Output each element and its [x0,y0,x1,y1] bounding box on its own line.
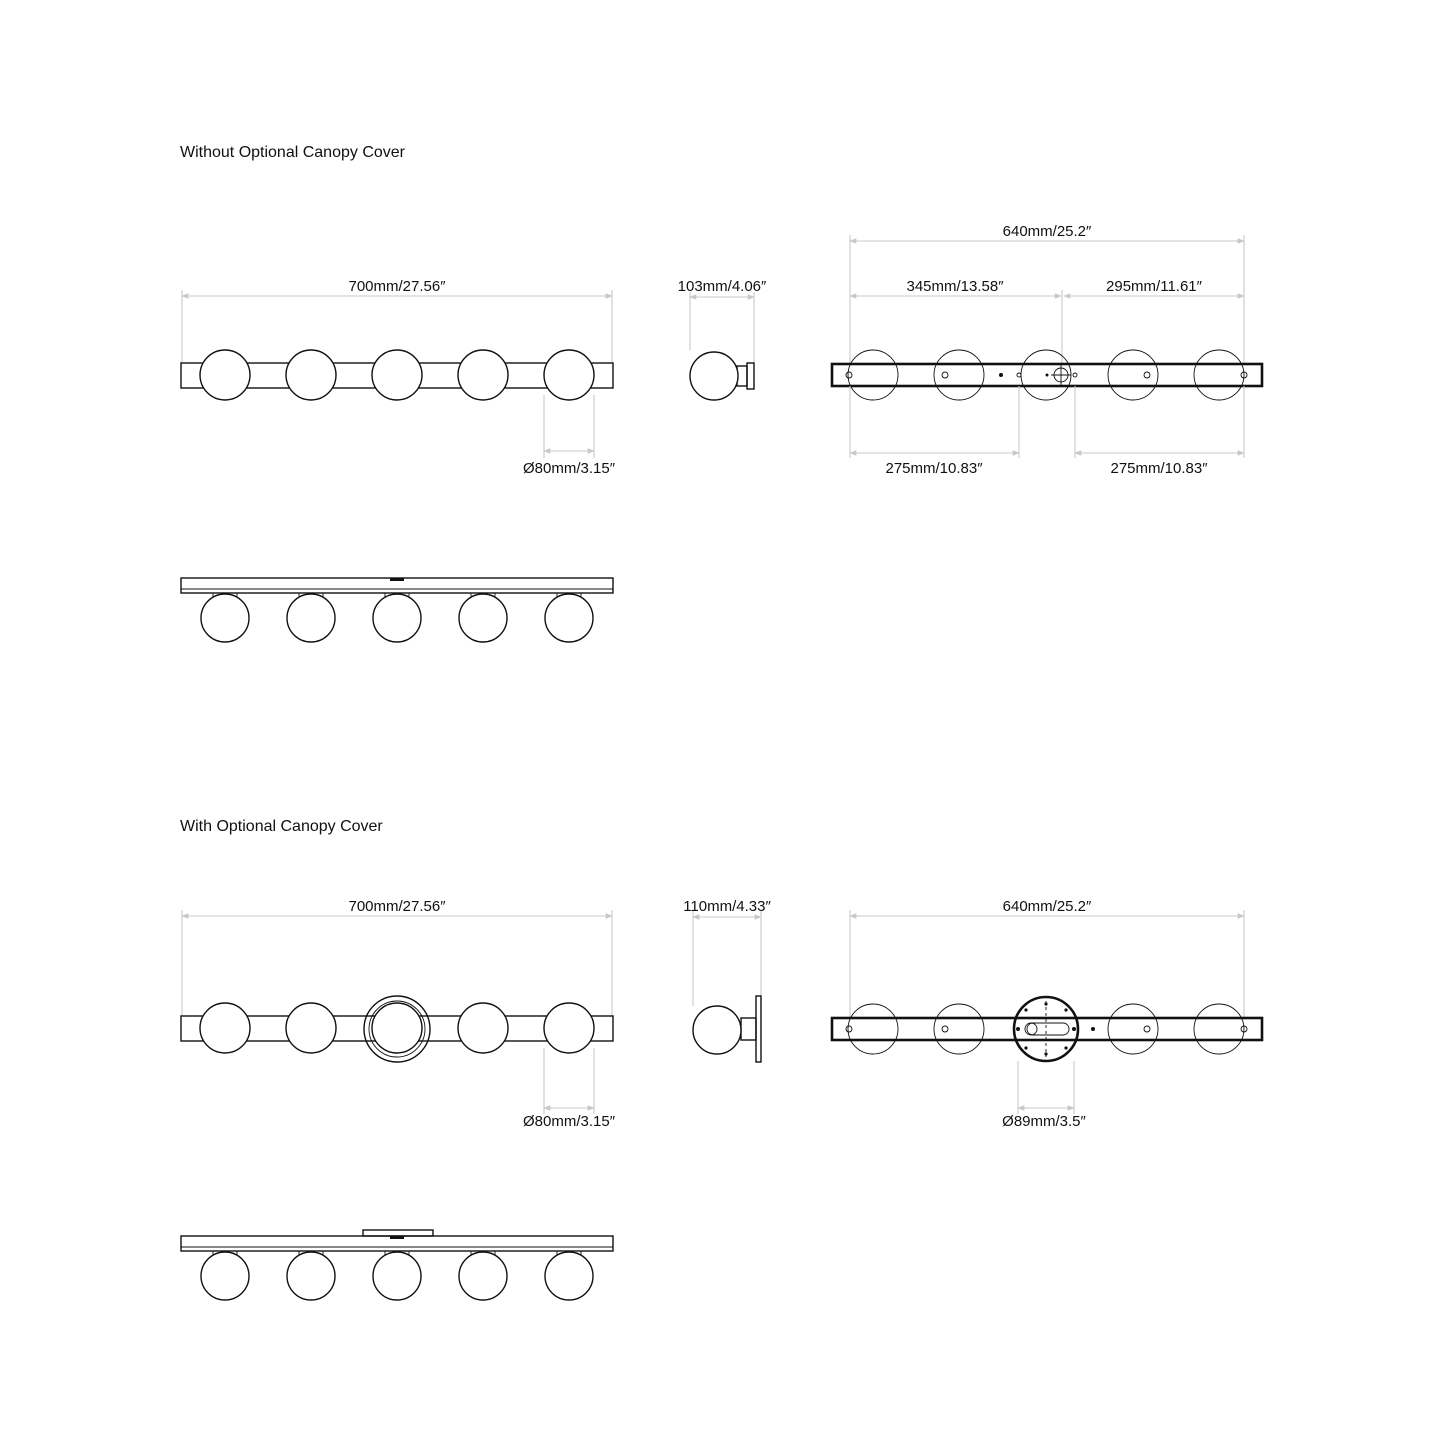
globe [286,1003,336,1053]
globe [693,1006,741,1054]
globe-diameter-label: Ø80mm/3.15″ [522,460,616,477]
screw-hole [1046,374,1049,377]
globe [545,594,593,642]
backplate-edge [747,363,754,389]
globe-diameter-label: Ø80mm/3.15″ [522,1113,616,1130]
globe [286,350,336,400]
globe [459,1252,507,1300]
section-with-canopy [180,818,1262,1300]
front-view [181,278,616,477]
top-view [181,578,613,642]
globe [544,1003,594,1053]
globe-outline [934,1004,984,1054]
overall-width-label: 640mm/25.2″ [1002,223,1092,240]
canopy-marker [390,578,404,581]
globe-outline [1108,350,1158,400]
section-title: With Optional Canopy Cover [180,818,383,835]
overall-width-label: 700mm/27.56″ [348,898,446,915]
lower-left-label: 275mm/10.83″ [885,460,983,477]
top-view [181,1230,613,1300]
lower-right-label: 275mm/10.83″ [1110,460,1208,477]
front-view [181,898,616,1130]
screw-hole [1072,1027,1076,1031]
screw-hole [1091,1027,1095,1031]
back-view [832,223,1262,477]
globe [459,594,507,642]
globe [373,1252,421,1300]
globe [545,1252,593,1300]
globe [287,1252,335,1300]
screw-hole [999,373,1003,377]
screw-hole [1044,1002,1047,1005]
upper-left-label: 345mm/13.58″ [906,278,1004,295]
side-view [683,898,771,1062]
globe-row [201,593,593,642]
canopy-cover-top [363,1230,433,1236]
canopy-diameter-label: Ø89mm/3.5″ [1002,1113,1086,1130]
globe [201,594,249,642]
screw-hole [1044,1052,1047,1055]
screw-hole [1064,1008,1067,1011]
globe [201,1252,249,1300]
screw-hole [1144,1026,1150,1032]
mounting-slot [1027,1023,1069,1035]
side-view [678,278,767,400]
globe [458,350,508,400]
globe [200,350,250,400]
back-view [832,898,1262,1130]
overall-width-label: 700mm/27.56″ [348,278,446,295]
screw-hole [1024,1046,1027,1049]
screw-hole [846,372,852,378]
globe [372,350,422,400]
overall-width-label: 640mm/25.2″ [1002,898,1092,915]
globe-row [201,1251,593,1300]
globe-outline [1108,1004,1158,1054]
globe [544,350,594,400]
depth-label: 110mm/4.33″ [683,898,771,915]
screw-hole [1016,1027,1020,1031]
globe [200,1003,250,1053]
globe [372,1003,422,1053]
screw-hole [846,1026,852,1032]
upper-right-label: 295mm/11.61″ [1106,278,1202,295]
screw-hole [1073,373,1077,377]
globe-outline [848,350,898,400]
section-title: Without Optional Canopy Cover [180,144,405,161]
globe [373,594,421,642]
section-without-canopy [180,144,1262,642]
canopy-edge [756,996,761,1062]
globe-outline [848,1004,898,1054]
globe-outline [934,350,984,400]
mount-block [741,1018,756,1040]
screw-hole [1064,1046,1067,1049]
globe [690,352,738,400]
screw-hole [942,372,948,378]
depth-label: 103mm/4.06″ [677,278,767,295]
screw-hole [1144,372,1150,378]
globe [287,594,335,642]
screw-hole [942,1026,948,1032]
screw-hole [1024,1008,1027,1011]
globe-outline [1194,1004,1244,1054]
globe [458,1003,508,1053]
canopy-marker [390,1236,404,1239]
screw-hole [1017,373,1021,377]
globe-outline [1194,350,1244,400]
